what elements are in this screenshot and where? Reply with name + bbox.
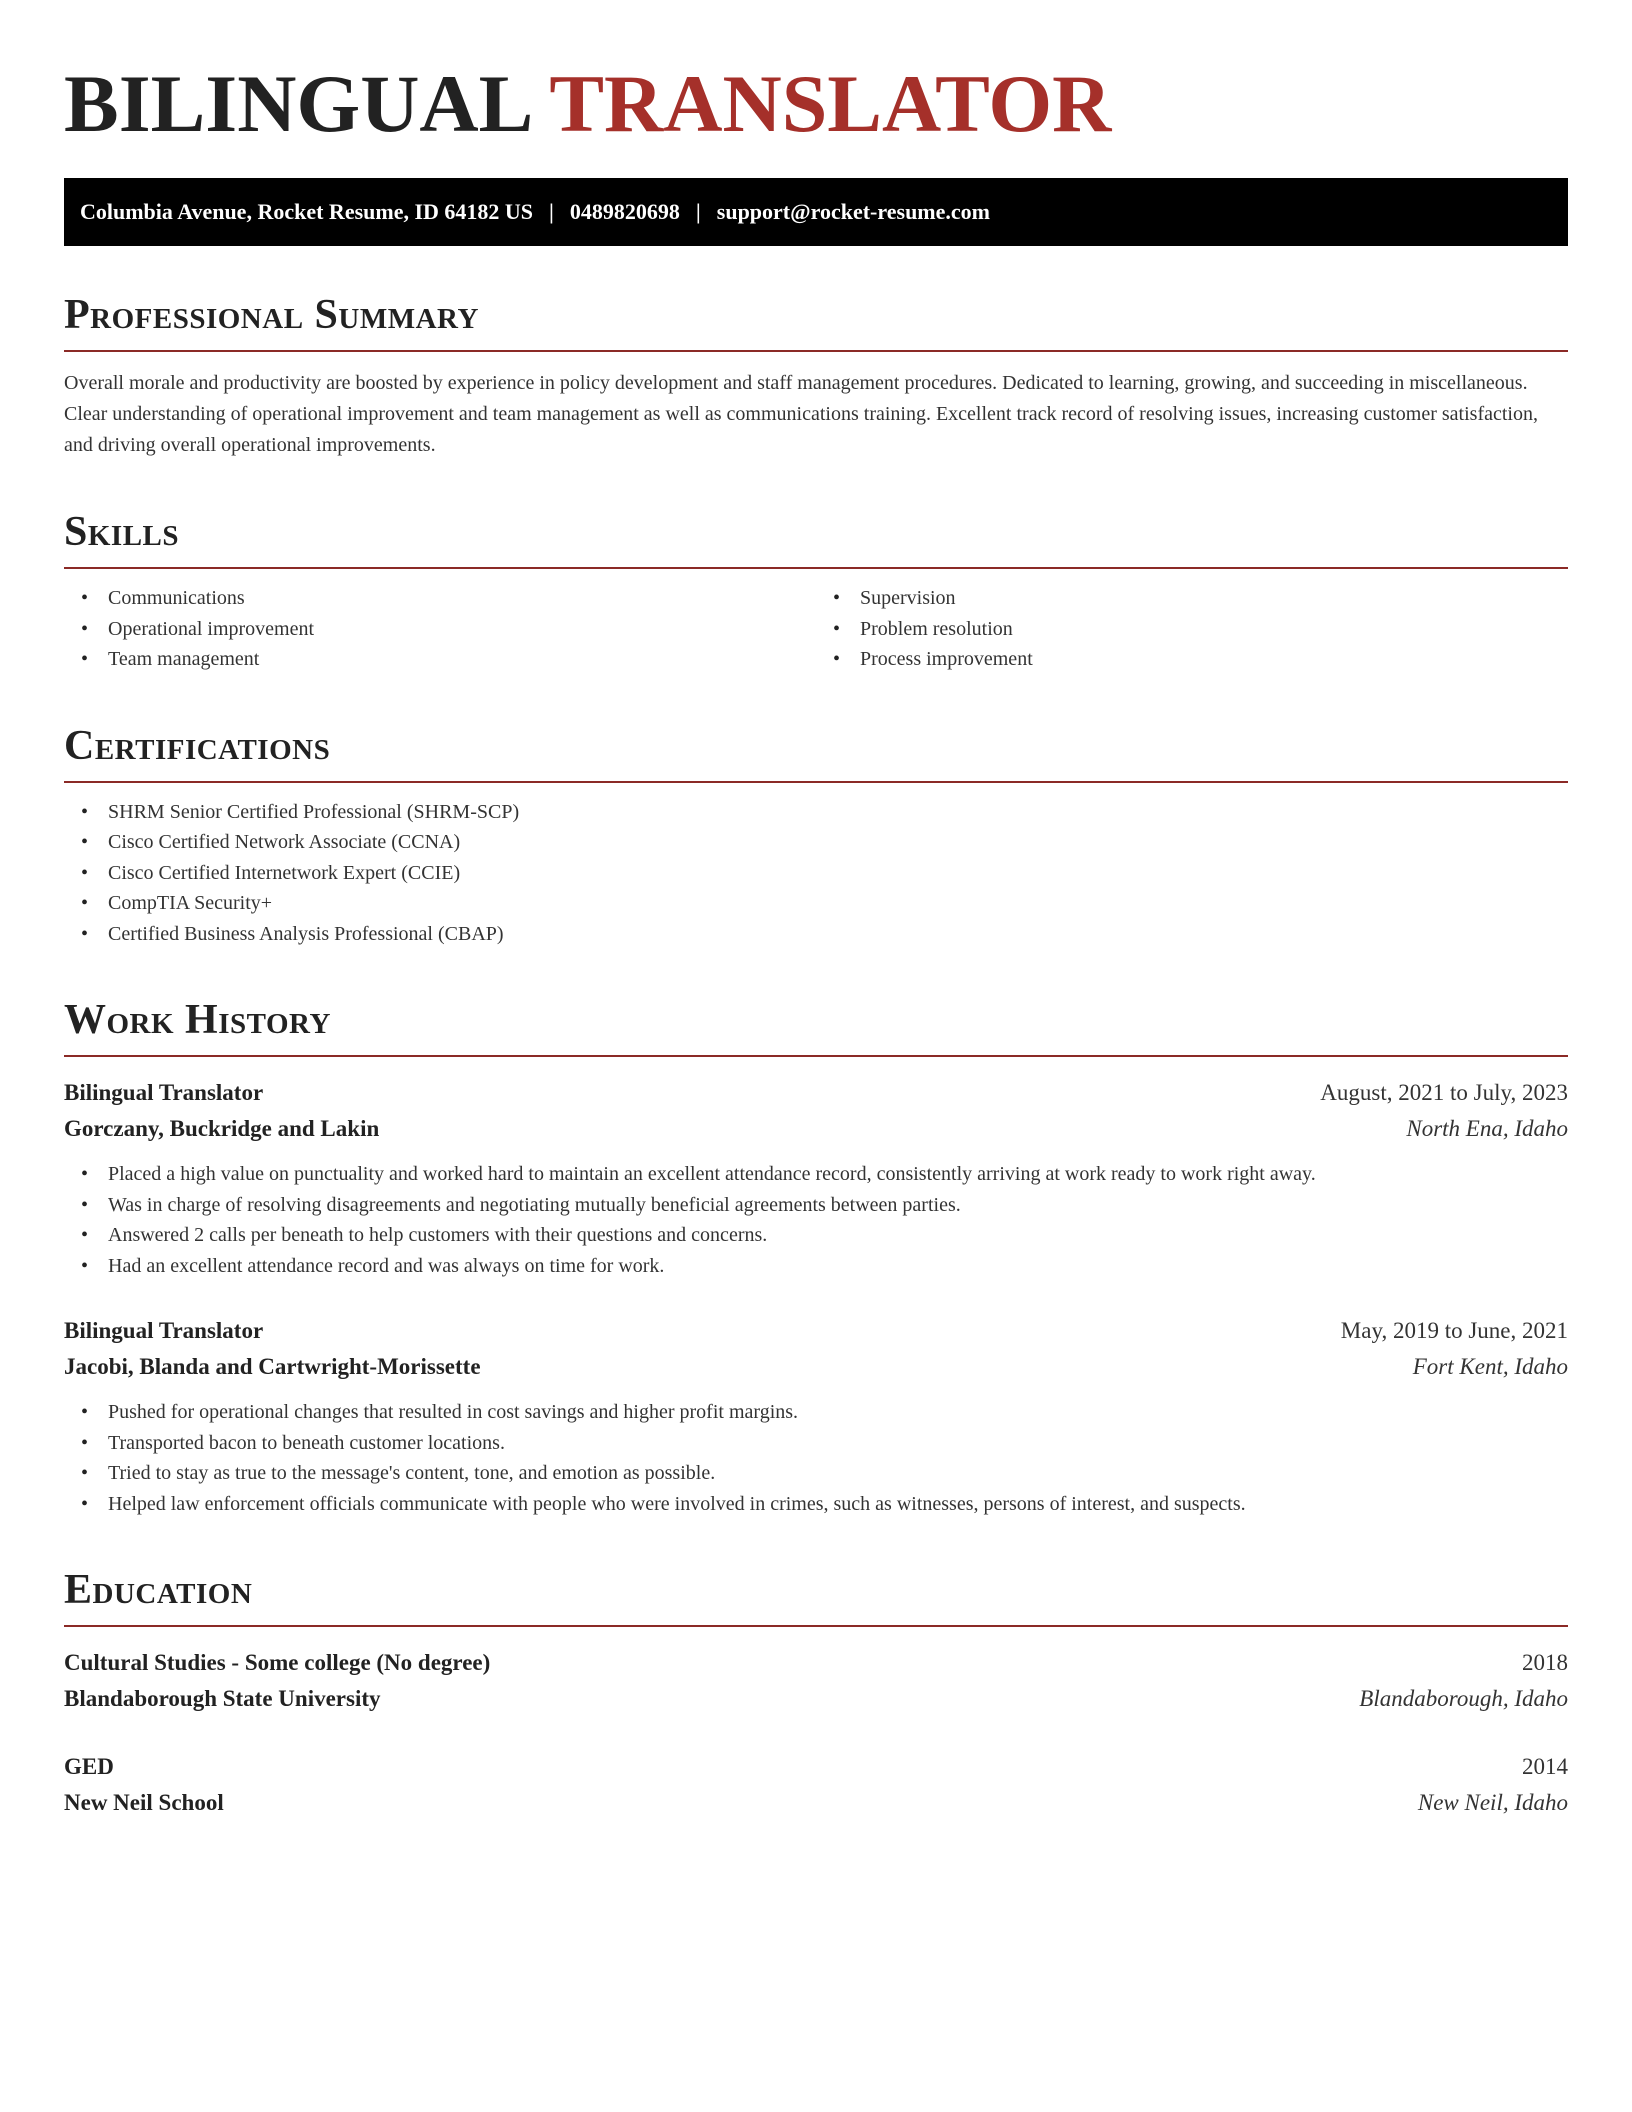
job-duty: • Tried to stay as true to the message's content, tone, and emotion as possible. — [64, 1458, 1568, 1489]
summary-heading: Professional Summary — [64, 290, 1568, 352]
skills-heading: Skills — [64, 507, 1568, 569]
education-entry — [64, 1645, 1568, 1717]
job-company-row — [64, 1349, 1568, 1385]
education-entry — [64, 1749, 1568, 1821]
job-duty: • Pushed for operational changes that resulted in cost savings and higher profit margins. — [64, 1397, 1568, 1428]
skill-item: • Supervision — [816, 583, 1568, 614]
education-school: Blandaborough State University — [64, 1686, 381, 1711]
certification-item: • SHRM Senior Certified Professional (SHRM-SCP) — [64, 797, 1568, 828]
education-degree: Cultural Studies - Some college (No degree) — [64, 1650, 491, 1675]
skills-list-left — [64, 583, 816, 675]
job-role: Bilingual Translator — [64, 1318, 264, 1343]
certification-item: • Cisco Certified Network Associate (CCNA) — [64, 827, 1568, 858]
job-company: Jacobi, Blanda and Cartwright-Morissette — [64, 1354, 481, 1379]
job-duty: • Was in charge of resolving disagreements and negotiating mutually beneficial agreements between parties. — [64, 1190, 1568, 1221]
certification-item: • Cisco Certified Internetwork Expert (CCIE) — [64, 858, 1568, 889]
job-duty: • Transported bacon to beneath customer locations. — [64, 1428, 1568, 1459]
education-location: New Neil, Idaho — [1417, 1790, 1568, 1815]
summary-text: Overall morale and productivity are boosted by experience in policy development and staff management procedures. Dedicated to learning, growing, and succeeding in miscellaneous. Clear understanding of operational improvement and team management as well as communications training. Excellent track record of resolving issues, increasing customer satisfaction, and driving overall operational improvements. — [64, 372, 1538, 456]
job-entry — [64, 1313, 1568, 1519]
contact-email[interactable]: support@rocket-resume.com — [716, 199, 990, 224]
resume-name — [64, 56, 1568, 152]
summary-section — [64, 290, 1568, 461]
job-duty: • Answered 2 calls per beneath to help customers with their questions and concerns. — [64, 1220, 1568, 1251]
job-duties — [64, 1397, 1568, 1519]
skills-grid — [64, 583, 1568, 675]
job-duty: • Helped law enforcement officials communicate with people who were involved in crimes, such as witnesses, persons of interest, and suspects. — [64, 1489, 1568, 1520]
education-heading: Education — [64, 1565, 1568, 1627]
education-school: New Neil School — [64, 1790, 224, 1815]
certifications-list — [64, 797, 1568, 950]
work-heading: Work History — [64, 995, 1568, 1057]
job-dates: May, 2019 to June, 2021 — [1340, 1318, 1568, 1343]
skill-item: • Team management — [64, 644, 816, 675]
certifications-heading: Certifications — [64, 721, 1568, 783]
job-duty: • Had an excellent attendance record and was always on time for work. — [64, 1251, 1568, 1282]
education-location: Blandaborough, Idaho — [1359, 1686, 1568, 1711]
job-role: Bilingual Translator — [64, 1080, 264, 1105]
education-year: 2018 — [1522, 1650, 1568, 1675]
job-company: Gorczany, Buckridge and Lakin — [64, 1116, 380, 1141]
education-year: 2014 — [1522, 1754, 1568, 1779]
certification-item: • Certified Business Analysis Professional (CBAP) — [64, 919, 1568, 950]
skills-list-right — [816, 583, 1568, 675]
certifications-section — [64, 721, 1568, 950]
job-company-row — [64, 1111, 1568, 1147]
job-header-row — [64, 1313, 1568, 1349]
contact-phone[interactable]: 0489820698 — [569, 199, 680, 224]
education-degree: GED — [64, 1754, 114, 1779]
education-section — [64, 1565, 1568, 1821]
job-duty: • Placed a high value on punctuality and worked hard to maintain an excellent attendance record, consistently arriving at work ready to work right away. — [64, 1159, 1568, 1190]
contact-separator: | — [695, 199, 701, 224]
education-school-row — [64, 1681, 1568, 1717]
job-location: Fort Kent, Idaho — [1412, 1354, 1568, 1379]
job-dates: August, 2021 to July, 2023 — [1320, 1080, 1568, 1105]
contact-bar — [64, 178, 1568, 246]
education-degree-row — [64, 1749, 1568, 1785]
contact-address: Columbia Avenue, Rocket Resume, ID 64182 US — [80, 199, 534, 224]
job-location: North Ena, Idaho — [1406, 1116, 1568, 1141]
skills-section — [64, 507, 1568, 675]
work-section — [64, 995, 1568, 1519]
education-degree-row — [64, 1645, 1568, 1681]
name-last: TRANSLATOR — [549, 58, 1112, 149]
job-duties — [64, 1159, 1568, 1281]
certification-item: • CompTIA Security+ — [64, 888, 1568, 919]
name-first: BILINGUAL — [64, 58, 534, 149]
contact-separator: | — [549, 199, 554, 224]
education-school-row — [64, 1785, 1568, 1821]
skill-item: • Problem resolution — [816, 614, 1568, 645]
skill-item: • Process improvement — [816, 644, 1568, 675]
skill-item: • Operational improvement — [64, 614, 816, 645]
skill-item: • Communications — [64, 583, 816, 614]
job-header-row — [64, 1075, 1568, 1111]
job-entry — [64, 1075, 1568, 1281]
